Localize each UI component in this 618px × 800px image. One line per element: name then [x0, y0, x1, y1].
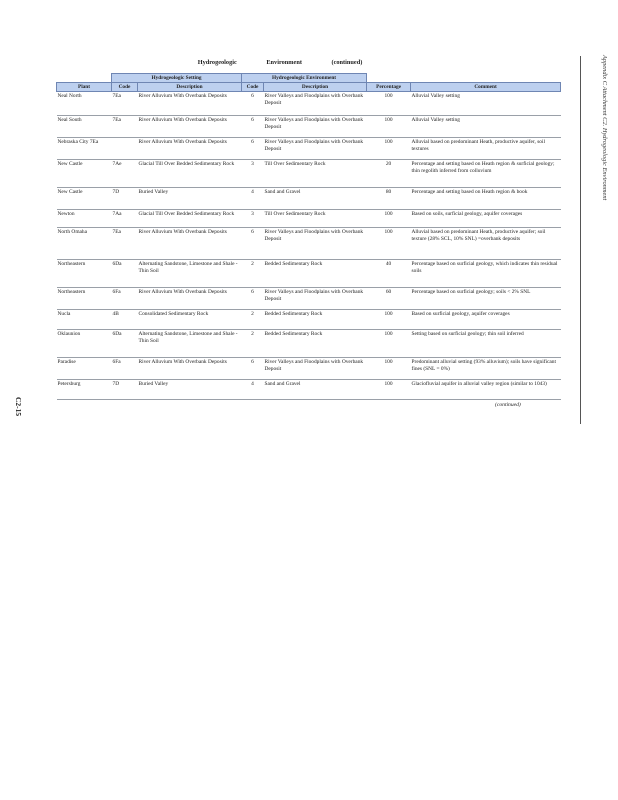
cell-code-setting: 6Fa — [112, 288, 138, 310]
cell-code-environment: 6 — [242, 116, 264, 138]
header-description-setting: Description — [138, 83, 242, 92]
cell-description-environment: Bedded Sedimentary Rock — [264, 330, 367, 358]
cell-description-environment: Till Over Sedimentary Rock — [264, 210, 367, 228]
header-code-setting: Code — [112, 83, 138, 92]
cell-code-environment: 2 — [242, 330, 264, 358]
page-title-part-2: Environment — [266, 59, 302, 66]
cell-plant: Newton — [57, 210, 112, 228]
cell-percentage: 100 — [367, 310, 411, 330]
cell-description-setting: Glacial Till Over Bedded Sedimentary Rock — [138, 210, 242, 228]
cell-plant: Neal South — [57, 116, 112, 138]
cell-code-setting: 7D — [112, 188, 138, 210]
cell-description-setting: Alternating Sandstone, Limestone and Shale - Thin Soil — [138, 330, 242, 358]
table-row — [57, 188, 561, 210]
cell-comment: Glaciofluvial aquifer in alluvial valley region (similar to 1043) — [411, 380, 561, 400]
header-code-environment: Code — [242, 83, 264, 92]
cell-description-environment: Bedded Sedimentary Rock — [264, 260, 367, 288]
cell-description-setting: Glacial Till Over Bedded Sedimentary Rock — [138, 160, 242, 188]
cell-comment: Percentage and setting based on Heath region & book — [411, 188, 561, 210]
group-header-row — [57, 74, 561, 83]
cell-comment: Predominant alluvial setting (93% alluvium); soils have significant fines (SNL = 0%) — [411, 358, 561, 380]
cell-plant: Nebraska City 7Ea — [57, 138, 112, 160]
cell-comment: Percentage and setting based on Heath region & surficial geology; thin regolith inferred from colluvium — [411, 160, 561, 188]
cell-code-environment: 4 — [242, 380, 264, 400]
cell-plant: Oklaunion — [57, 330, 112, 358]
cell-description-environment: Sand and Gravel — [264, 188, 367, 210]
table-row — [57, 310, 561, 330]
cell-code-environment: 2 — [242, 260, 264, 288]
table-row — [57, 160, 561, 188]
page-title-part-3: (continued) — [331, 59, 363, 66]
table-row — [57, 92, 561, 116]
cell-percentage: 100 — [367, 210, 411, 228]
cell-comment: Based on surficial geology, aquifer coverages — [411, 310, 561, 330]
cell-percentage: 100 — [367, 358, 411, 380]
cell-code-setting — [112, 138, 138, 160]
cell-description-setting: River Alluvium With Overbank Deposits — [138, 288, 242, 310]
cell-percentage: 100 — [367, 138, 411, 160]
cell-description-environment: River Valleys and Floodplains with Overbank Deposit — [264, 358, 367, 380]
group-header-environment: Hydrogeologic Environment — [242, 74, 367, 83]
cell-comment: Alluvial Valley setting — [411, 116, 561, 138]
cell-comment: Based on soils, surficial geology, aquifer coverages — [411, 210, 561, 228]
cell-plant: New Castle — [57, 160, 112, 188]
cell-code-setting: 6Da — [112, 330, 138, 358]
cell-code-setting: 6Fa — [112, 358, 138, 380]
table-row — [57, 380, 561, 400]
cell-plant: Northeastern — [57, 260, 112, 288]
cell-code-setting: 7Ea — [112, 92, 138, 116]
cell-plant: New Castle — [57, 188, 112, 210]
header-percentage: Percentage — [367, 83, 411, 92]
column-header-row — [57, 83, 561, 92]
cell-description-environment: Till Over Sedimentary Rock — [264, 160, 367, 188]
cell-description-environment: River Valleys and Floodplains with Overbank Deposit — [264, 288, 367, 310]
header-comment: Comment — [411, 83, 561, 92]
cell-code-setting: 6Da — [112, 260, 138, 288]
page-number: C2-15 — [14, 397, 23, 417]
cell-percentage: 100 — [367, 228, 411, 260]
cell-percentage: 100 — [367, 92, 411, 116]
cell-comment: Alluvial Valley setting — [411, 92, 561, 116]
cell-code-environment: 6 — [242, 228, 264, 260]
cell-percentage: 40 — [367, 260, 411, 288]
cell-percentage: 80 — [367, 188, 411, 210]
header-description-environment: Description — [264, 83, 367, 92]
cell-code-environment: 3 — [242, 210, 264, 228]
group-header-setting: Hydrogeologic Setting — [112, 74, 242, 83]
cell-code-environment: 4 — [242, 188, 264, 210]
cell-plant: North Omaha — [57, 228, 112, 260]
cell-code-setting: 4B — [112, 310, 138, 330]
cell-description-environment: Sand and Gravel — [264, 380, 367, 400]
cell-plant: Petersburg — [57, 380, 112, 400]
cell-description-setting: Consolidated Sedimentary Rock — [138, 310, 242, 330]
cell-description-environment: River Valleys and Floodplains with Overbank Deposit — [264, 116, 367, 138]
cell-code-setting: 7Aa — [112, 210, 138, 228]
cell-code-environment: 3 — [242, 160, 264, 188]
cell-code-setting: 7Ea — [112, 228, 138, 260]
cell-comment: Alluvial based on predominant Heath, productive aquifer, soil textures — [411, 138, 561, 160]
cell-comment: Percentage based on surficial geology; soils < 2% SNL — [411, 288, 561, 310]
cell-code-environment: 6 — [242, 288, 264, 310]
cell-comment: Setting based on surficial geology; thin soil inferred — [411, 330, 561, 358]
hydrogeologic-environment-table — [56, 73, 561, 400]
running-side-header: Appendix C Attachment C2. Hydrogeologic Environment — [601, 55, 608, 201]
cell-description-environment: River Valleys and Floodplains with Overbank Deposit — [264, 228, 367, 260]
cell-description-environment: River Valleys and Floodplains with Overbank Deposit — [264, 138, 367, 160]
cell-code-setting: 7Ae — [112, 160, 138, 188]
cell-description-setting: River Alluvium With Overbank Deposits — [138, 228, 242, 260]
cell-description-setting: River Alluvium With Overbank Deposits — [138, 116, 242, 138]
header-plant: Plant — [57, 83, 112, 92]
cell-code-setting: 7D — [112, 380, 138, 400]
cell-comment: Alluvial based on predominant Heath, productive aquifer; soil texture (28% SCL, 10% SNL) =overbank deposits — [411, 228, 561, 260]
cell-plant: Neal North — [57, 92, 112, 116]
cell-description-environment: Bedded Sedimentary Rock — [264, 310, 367, 330]
cell-percentage: 100 — [367, 116, 411, 138]
cell-code-environment: 2 — [242, 310, 264, 330]
table-row — [57, 260, 561, 288]
cell-percentage: 100 — [367, 330, 411, 358]
table-row — [57, 330, 561, 358]
cell-description-setting: Alternating Sandstone, Limestone and Shale - Thin Soil — [138, 260, 242, 288]
continued-note: (continued) — [495, 402, 521, 408]
cell-percentage: 20 — [367, 160, 411, 188]
cell-code-setting: 7Ea — [112, 116, 138, 138]
cell-description-setting: River Alluvium With Overbank Deposits — [138, 138, 242, 160]
cell-description-setting: Buried Valley — [138, 188, 242, 210]
cell-code-environment: 6 — [242, 138, 264, 160]
cell-plant: Paradise — [57, 358, 112, 380]
cell-description-setting: Buried Valley — [138, 380, 242, 400]
page-title — [0, 59, 560, 66]
table-row — [57, 210, 561, 228]
cell-comment: Percentage based on surficial geology, which indicates thin residual soils — [411, 260, 561, 288]
table-row — [57, 116, 561, 138]
cell-percentage: 60 — [367, 288, 411, 310]
page-title-part-1: Hydrogeologic — [197, 59, 237, 66]
table-row — [57, 228, 561, 260]
table-row — [57, 288, 561, 310]
cell-description-setting: River Alluvium With Overbank Deposits — [138, 92, 242, 116]
cell-plant: Northeastern — [57, 288, 112, 310]
cell-code-environment: 6 — [242, 358, 264, 380]
table-row — [57, 138, 561, 160]
table-row — [57, 358, 561, 380]
cell-plant: Nucla — [57, 310, 112, 330]
right-margin-rule — [580, 56, 581, 424]
cell-description-setting: River Alluvium With Overbank Deposits — [138, 358, 242, 380]
cell-code-environment: 6 — [242, 92, 264, 116]
cell-description-environment: River Valleys and Floodplains with Overbank Deposit — [264, 92, 367, 116]
cell-percentage: 100 — [367, 380, 411, 400]
